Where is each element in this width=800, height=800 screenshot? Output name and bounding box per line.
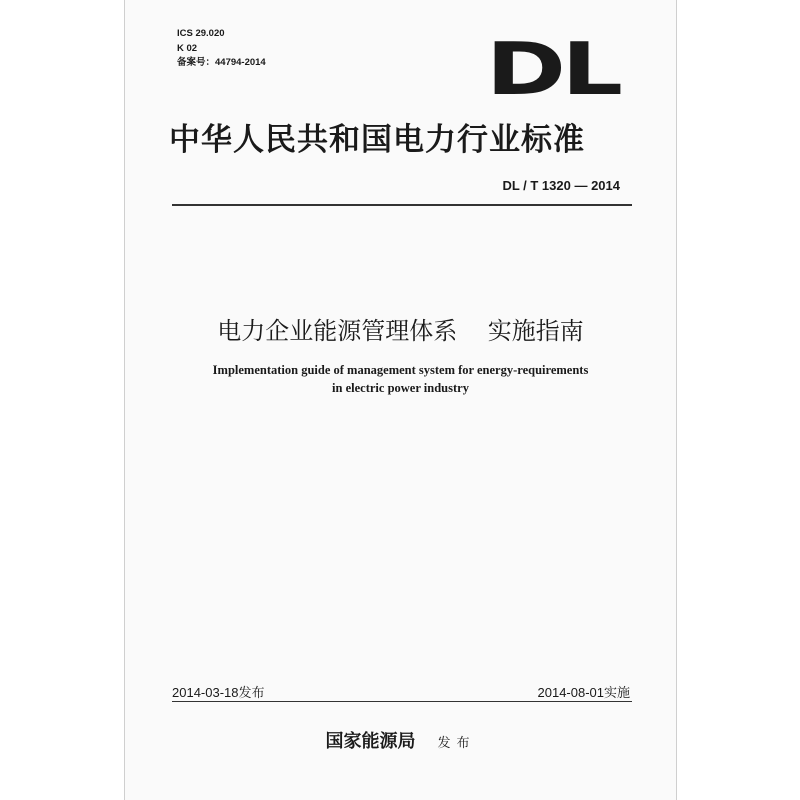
ccs-code: K 02	[177, 42, 198, 54]
standard-number: DL / T 1320 — 2014	[502, 178, 620, 193]
effective-date: 2014-08-01实施	[537, 685, 630, 700]
header-divider	[172, 204, 632, 206]
title-en-line-1: Implementation guide of management system for energy-requirements	[212, 363, 589, 377]
issue-date: 2014-03-18发布	[172, 685, 265, 700]
publish-verb: 发布	[437, 736, 476, 751]
standard-category-title: 中华人民共和国电力行业标准	[169, 122, 585, 158]
footer-divider	[172, 701, 632, 702]
publisher-line	[125, 727, 676, 753]
title-en-line-2: in electric power industry	[332, 381, 469, 395]
document-title-english	[125, 361, 676, 397]
record-number: 备案号：44794-2014	[177, 57, 266, 68]
ics-code: ICS 29.020	[177, 28, 225, 39]
publisher-name: 国家能源局	[325, 731, 416, 752]
document-title-chinese: 电力企业能源管理体系 实施指南	[217, 317, 584, 345]
classification-codes	[177, 27, 266, 71]
standard-cover-page	[124, 0, 677, 800]
dl-logo: DL	[485, 27, 618, 112]
